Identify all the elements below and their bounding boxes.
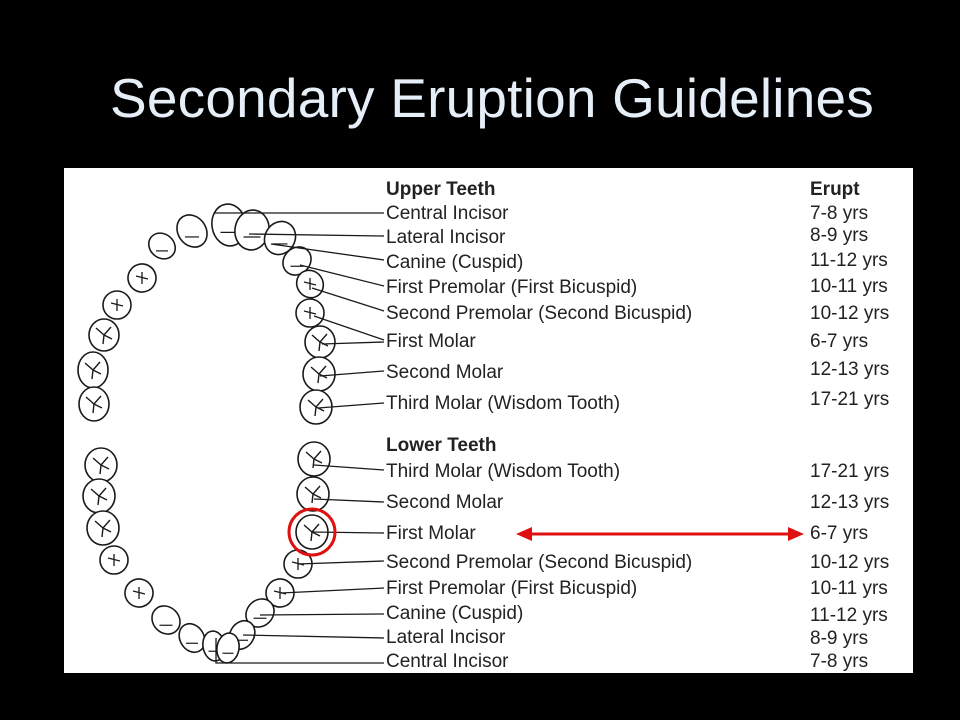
lower-row-age: 17-21 yrs [810,461,890,482]
lower-row-age: 12-13 yrs [810,492,890,513]
highlight-arrow-left-head [516,527,532,541]
upper-row-age: 12-13 yrs [810,359,890,380]
lower-leader-line [281,588,384,593]
lower-row-label: First Premolar (First Bicuspid) [386,578,638,599]
upper-row-label: Second Premolar (Second Bicuspid) [386,303,693,324]
lower-row-label: Lateral Incisor [386,627,506,648]
lower-row-label: Second Molar [386,492,504,513]
upper-row-label: Central Incisor [386,203,509,224]
lower-row-age: 11-12 yrs [810,605,888,626]
slide-title: Secondary Eruption Guidelines [109,67,875,129]
upper-tooth [171,209,213,253]
upper-row-label: Third Molar (Wisdom Tooth) [386,393,621,414]
upper-row-label: Canine (Cuspid) [386,252,524,273]
lower-row-label: Third Molar (Wisdom Tooth) [386,461,621,482]
upper-row-age: 6-7 yrs [810,331,869,352]
lower-row-age: 8-9 yrs [810,628,869,649]
upper-row-age: 7-8 yrs [810,203,869,224]
lower-leader-line [260,614,384,615]
upper-row-label: Second Molar [386,362,504,383]
lower-row-age: 6-7 yrs [810,523,869,544]
upper-row-age: 8-9 yrs [810,225,869,246]
upper-row-label: First Premolar (First Bicuspid) [386,277,638,298]
highlight-arrow-right-head [788,527,804,541]
lower-leader-line [243,635,384,638]
lower-row-age: 10-11 yrs [810,578,888,599]
lower-row-age: 7-8 yrs [810,651,869,672]
erupt-column-header: Erupt [810,179,860,200]
upper-row-age: 10-11 yrs [810,276,888,297]
lower-row-label: Canine (Cuspid) [386,603,524,624]
lower-row-label: Second Premolar (Second Bicuspid) [386,552,693,573]
lower-row-label: First Molar [386,523,476,544]
lower-row-age: 10-12 yrs [810,552,890,573]
upper-teeth-heading: Upper Teeth [386,179,496,200]
upper-row-age: 11-12 yrs [810,250,888,271]
upper-row-label: First Molar [386,331,476,352]
upper-row-label: Lateral Incisor [386,227,506,248]
upper-row-age: 10-12 yrs [810,303,890,324]
upper-tooth [144,228,181,264]
lower-teeth-heading: Lower Teeth [386,435,497,456]
lower-row-label: Central Incisor [386,651,509,672]
upper-row-age: 17-21 yrs [810,389,890,410]
tooth-chart-panel [64,168,913,673]
